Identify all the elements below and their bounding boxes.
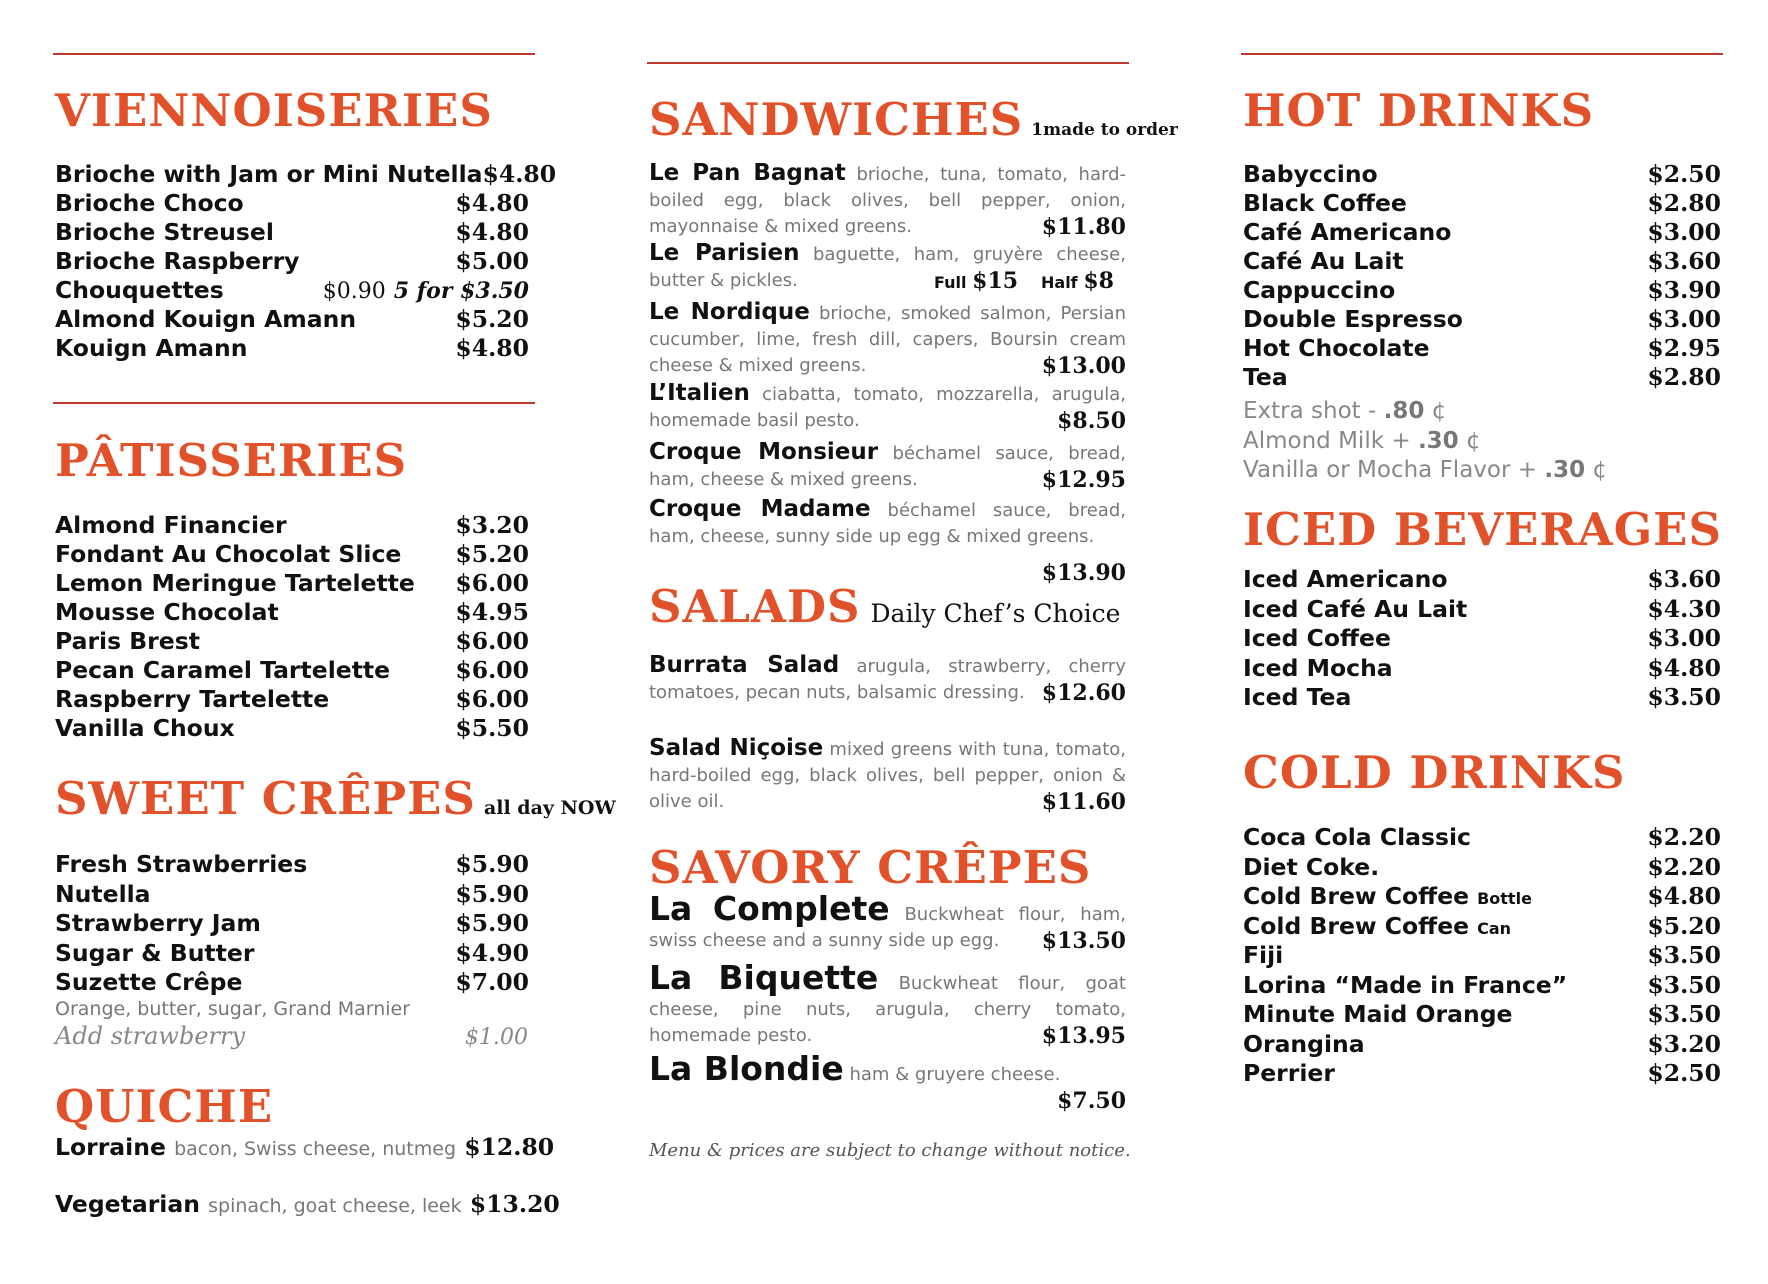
sandwich-name: Le Nordique — [649, 299, 810, 325]
menu-item-row — [1243, 305, 1721, 334]
salad-item — [649, 735, 1126, 815]
menu-item-price: $2.50 — [1647, 160, 1721, 188]
section-title-cold-drinks: COLD DRINKS — [1243, 746, 1626, 799]
menu-item-price: $3.90 — [1647, 276, 1721, 304]
menu-item-price: $6.00 — [455, 627, 529, 655]
quiche-desc: bacon, Swiss cheese, nutmeg — [174, 1138, 457, 1160]
menu-item-price: $3.60 — [1647, 565, 1721, 593]
savory-crepe-name: La Complete — [649, 889, 890, 928]
menu-item-price: $4.95 — [455, 598, 529, 626]
sandwich-price: $13.90 — [1041, 560, 1126, 586]
savory-crepe-item — [649, 889, 1126, 954]
menu-item-name: Cold Brew Coffee — [1243, 882, 1470, 910]
menu-item-row — [1243, 1000, 1721, 1029]
suzette-description: Orange, butter, sugar, Grand Marnier — [55, 998, 411, 1020]
menu-item-row — [1243, 565, 1721, 594]
menu-item-price: $3.00 — [1647, 624, 1721, 652]
menu-item-row — [55, 247, 529, 276]
menu-item-price: $6.00 — [455, 656, 529, 684]
section-title-iced-beverages: ICED BEVERAGES — [1243, 503, 1722, 556]
menu-item-price: $5.50 — [455, 714, 529, 742]
section-divider — [1241, 53, 1723, 55]
menu-item-row — [1243, 912, 1721, 941]
salad-desc: mixed greens with tuna, tomato, hard-boiled egg, black olives, bell pepper, onion & olive oil. — [649, 739, 1126, 812]
menu-item-name: Café Americano — [1243, 218, 1452, 246]
section-title-salads — [649, 580, 1121, 633]
menu-item-price: $4.80 — [1647, 882, 1721, 910]
menu-item-name: Mousse Chocolat — [55, 598, 279, 626]
savory-crepe-item — [649, 1049, 1126, 1114]
sandwich-desc: béchamel sauce, bread, ham, cheese, sunny side up egg & mixed greens. — [649, 500, 1126, 547]
sandwich-name: L’Italien — [649, 380, 750, 406]
menu-disclaimer: Menu & prices are subject to change without notice. — [649, 1140, 1131, 1161]
salad-item — [649, 652, 1126, 706]
menu-item-row — [55, 627, 529, 656]
menu-item-price: $2.20 — [1647, 852, 1721, 881]
menu-item-name: Orangina — [1243, 1029, 1365, 1058]
full-price: $15 — [972, 268, 1019, 294]
menu-item-row — [1243, 654, 1721, 683]
sandwich-name: Croque Monsieur — [649, 439, 879, 465]
sandwich-name: Le Pan Bagnat — [649, 160, 846, 186]
sandwich-price: $8.50 — [1057, 408, 1126, 434]
section-title-patisseries: PÂTISSERIES — [55, 434, 408, 487]
menu-item-price: $5.90 — [455, 850, 529, 878]
menu-item-name: Cappuccino — [1243, 276, 1396, 304]
sandwich-item — [649, 380, 1126, 434]
menu-item-row — [1243, 218, 1721, 247]
extra-unit: ¢ — [1466, 428, 1481, 454]
half-label: Half — [1041, 273, 1078, 292]
deal-price: 5 for $3.50 — [393, 278, 529, 304]
section-title-sweet-crepes — [55, 772, 616, 825]
menu-item-row — [55, 598, 529, 627]
menu-item-row — [1243, 941, 1721, 970]
menu-item-name: Iced Café Au Lait — [1243, 594, 1468, 623]
menu-item-name: Almond Kouign Amann — [55, 305, 357, 333]
unit-price: $0.90 — [322, 279, 386, 304]
menu-item-price: $5.00 — [455, 247, 529, 275]
menu-item-row — [1243, 160, 1721, 189]
menu-item-row — [1243, 189, 1721, 218]
sandwich-item — [649, 299, 1126, 379]
menu-item-price: $4.80 — [482, 160, 557, 188]
menu-item-price: $2.95 — [1647, 334, 1721, 362]
salads-title: SALADS — [649, 580, 861, 633]
menu-item-row — [55, 909, 529, 938]
menu-item-row — [55, 569, 529, 598]
menu-item-name: Iced Americano — [1243, 565, 1448, 593]
menu-item-row — [55, 334, 529, 363]
menu-item-name: Brioche Streusel — [55, 218, 274, 246]
menu-item-price: $5.20 — [1647, 911, 1721, 940]
sandwich-price: $11.80 — [1041, 214, 1126, 240]
menu-item-row — [1243, 595, 1721, 624]
extra-price: .30 — [1417, 428, 1459, 454]
menu-item-name: Black Coffee — [1243, 189, 1407, 217]
menu-item-price: $3.00 — [1647, 305, 1721, 333]
menu-item-name: Iced Tea — [1243, 683, 1352, 711]
menu-item-price: $3.00 — [1647, 218, 1721, 246]
menu-item-row — [55, 714, 529, 743]
addon-price: $1.00 — [465, 1025, 528, 1050]
sandwich-desc: brioche, tuna, tomato, hard-boiled egg, black olives, bell pepper, onion, mayonnaise & mixed greens. — [649, 164, 1126, 237]
menu-item-row — [1243, 334, 1721, 363]
extra-label: Almond Milk + — [1243, 428, 1418, 454]
menu-item-price: $4.80 — [455, 189, 529, 217]
menu-item-name: Iced Mocha — [1243, 653, 1393, 682]
extra-price: .80 — [1383, 398, 1425, 424]
menu-item-name: Iced Coffee — [1243, 624, 1391, 652]
menu-item-price: $4.80 — [455, 218, 529, 246]
menu-item-row — [1243, 363, 1721, 392]
menu-item-price: $3.20 — [455, 511, 529, 539]
section-title-sandwiches — [649, 93, 1178, 146]
menu-item-row — [1243, 971, 1721, 1000]
menu-item-row — [1243, 624, 1721, 653]
menu-item-row — [1243, 683, 1721, 712]
section-divider — [53, 402, 535, 404]
menu-item-price: $5.20 — [455, 305, 529, 333]
extra-option — [1243, 398, 1446, 424]
menu-item-name: Almond Financier — [55, 511, 287, 539]
quiche-price: $13.20 — [469, 1190, 560, 1218]
sandwich-item — [649, 496, 1126, 586]
menu-item-name: Minute Maid Orange — [1243, 1000, 1513, 1028]
section-divider — [53, 53, 535, 55]
savory-crepe-desc: Buckwheat flour, ham, swiss cheese and a sunny side up egg. — [649, 904, 1126, 951]
menu-item-row — [55, 685, 529, 714]
savory-crepe-name: La Blondie — [649, 1049, 844, 1088]
sandwich-name: Le Parisien — [649, 240, 800, 266]
menu-item-price: $5.90 — [455, 909, 529, 937]
menu-item-name: Chouquettes — [55, 276, 224, 304]
menu-item-row — [55, 939, 529, 968]
salad-price: $11.60 — [1041, 789, 1126, 815]
savory-crepe-item — [649, 958, 1126, 1049]
menu-item-name: Vanilla Choux — [55, 714, 235, 742]
menu-item-name: Suzette Crêpe — [55, 968, 243, 996]
menu-item-price: $5.20 — [455, 540, 529, 568]
menu-item-name: Fiji — [1243, 941, 1284, 969]
addon-name: Add strawberry — [55, 1022, 246, 1050]
menu-item-name: Babyccino — [1243, 160, 1378, 188]
menu-item-row — [1243, 823, 1721, 852]
salads-subtitle: Daily Chef’s Choice — [870, 599, 1121, 628]
menu-item-price: $3.60 — [1647, 247, 1721, 275]
menu-item-price: $3.50 — [1647, 970, 1721, 999]
sandwich-price: $13.00 — [1041, 353, 1126, 379]
sandwiches-title: SANDWICHES — [649, 93, 1024, 146]
menu-item-row — [1243, 853, 1721, 882]
menu-item-price: $4.30 — [1647, 594, 1721, 623]
menu-item-row — [55, 511, 529, 540]
menu-item-name: Kouign Amann — [55, 334, 248, 362]
menu-item-price: $7.00 — [455, 968, 529, 996]
menu-item-name: Paris Brest — [55, 627, 200, 655]
salad-name: Burrata Salad — [649, 652, 840, 678]
section-title-savory-crepes: SAVORY CRÊPES — [649, 841, 1092, 894]
menu-item-name: Strawberry Jam — [55, 909, 261, 937]
quiche-row — [55, 1190, 560, 1219]
savory-crepe-price: $13.50 — [1041, 928, 1126, 954]
menu-item-price: $4.90 — [455, 938, 529, 967]
menu-item-name: Cold Brew Coffee — [1243, 911, 1470, 940]
menu-item-name: Hot Chocolate — [1243, 334, 1430, 362]
section-title-quiche: QUICHE — [55, 1080, 274, 1133]
extra-unit: ¢ — [1592, 457, 1608, 483]
menu-item-row — [1243, 1059, 1721, 1088]
quiche-name: Vegetarian — [55, 1190, 200, 1218]
savory-crepe-price: $13.95 — [1041, 1023, 1126, 1049]
menu-item-name: Brioche Choco — [55, 189, 244, 217]
menu-item-row — [55, 656, 529, 685]
extra-option — [1243, 428, 1481, 454]
section-title-viennoiseries: VIENNOISERIES — [55, 84, 493, 137]
menu-item-row — [55, 540, 529, 569]
menu-item-row — [55, 189, 529, 218]
menu-item-row — [55, 218, 529, 247]
menu-item-name: Diet Coke. — [1243, 852, 1380, 881]
sandwich-item — [649, 439, 1126, 493]
menu-item-price: $2.50 — [1647, 1059, 1721, 1087]
menu-item-name: Fondant Au Chocolat Slice — [55, 540, 402, 568]
full-label: Full — [933, 273, 967, 292]
menu-item-price: $6.00 — [455, 569, 529, 597]
sandwich-item — [649, 240, 1126, 296]
menu-item-name: Pecan Caramel Tartelette — [55, 656, 391, 684]
menu-item-price: $2.80 — [1647, 363, 1721, 391]
quiche-name: Lorraine — [55, 1133, 166, 1161]
salad-desc: arugula, strawberry, cherry tomatoes, pecan nuts, balsamic dressing. — [649, 656, 1126, 703]
sandwich-item — [649, 160, 1126, 240]
menu-item-tag: Can — [1477, 918, 1512, 938]
menu-item-name: Brioche with Jam or Mini Nutella — [55, 160, 483, 188]
quiche-row — [55, 1133, 554, 1162]
sandwich-desc: béchamel sauce, bread, ham, cheese & mixed greens. — [649, 443, 1126, 490]
menu-item-name: Nutella — [55, 879, 151, 908]
savory-crepe-name: La Biquette — [649, 958, 879, 997]
sweet-crepes-title: SWEET CRÊPES — [55, 772, 476, 825]
savory-crepe-desc: ham & gruyere cheese. — [849, 1064, 1061, 1085]
menu-item-price — [323, 278, 529, 304]
menu-item-row — [55, 880, 529, 909]
menu-item-name: Brioche Raspberry — [55, 247, 300, 275]
savory-crepe-desc: Buckwheat flour, goat cheese, pine nuts, arugula, cherry tomato, homemade pesto. — [649, 973, 1126, 1046]
sandwich-desc: brioche, smoked salmon, Persian cucumber, lime, fresh dill, capers, Boursin cream cheese & mixed greens. — [649, 303, 1126, 376]
sandwiches-subtitle: 1made to order — [1031, 120, 1178, 140]
menu-item-price: $2.80 — [1647, 189, 1721, 217]
menu-item-row — [1243, 882, 1721, 911]
menu-item-name: Coca Cola Classic — [1243, 823, 1471, 851]
savory-crepe-price: $7.50 — [1057, 1088, 1126, 1114]
extra-label: Extra shot - — [1243, 398, 1384, 424]
extra-option — [1243, 457, 1607, 483]
menu-item-name: Perrier — [1243, 1059, 1335, 1087]
extra-label: Vanilla or Mocha Flavor + — [1243, 457, 1545, 483]
menu-item-row — [1243, 247, 1721, 276]
sandwich-price: $12.95 — [1041, 467, 1126, 493]
salad-price: $12.60 — [1041, 680, 1126, 706]
addon-row — [55, 1022, 528, 1051]
half-price: $8 — [1083, 268, 1114, 294]
menu-item-row — [1243, 276, 1721, 305]
section-divider — [647, 62, 1129, 64]
menu-item-price: $3.20 — [1647, 1029, 1721, 1058]
menu-item-row — [55, 968, 529, 997]
sandwich-desc: baguette, ham, gruyère cheese, butter & pickles. — [649, 244, 1126, 291]
menu-item-name: Café Au Lait — [1243, 247, 1404, 275]
menu-item-tag: Bottle — [1477, 889, 1532, 908]
extra-price: .30 — [1544, 457, 1586, 483]
sandwich-desc: ciabatta, tomato, mozzarella, arugula, homemade basil pesto. — [649, 384, 1126, 431]
sandwich-name: Croque Madame — [649, 496, 871, 522]
menu-item-name: Lorina “Made in France” — [1243, 970, 1568, 999]
menu-item-price: $5.90 — [455, 879, 529, 908]
menu-item-name: Tea — [1243, 363, 1288, 391]
quiche-price: $12.80 — [464, 1133, 555, 1161]
menu-item-row — [1243, 1030, 1721, 1059]
menu-item-name: Raspberry Tartelette — [55, 685, 330, 713]
menu-item-row — [55, 160, 557, 189]
menu-item-name: Double Espresso — [1243, 305, 1463, 333]
menu-item-name: Fresh Strawberries — [55, 850, 308, 878]
extra-unit: ¢ — [1431, 398, 1447, 424]
menu-item-name: Sugar & Butter — [55, 938, 255, 967]
menu-item-row — [55, 850, 529, 879]
menu-item-price: $2.20 — [1647, 823, 1721, 851]
menu-item-price: $6.00 — [455, 685, 529, 713]
menu-item-price: $4.80 — [1647, 653, 1721, 682]
menu-item-price: $3.50 — [1647, 941, 1721, 969]
salad-name: Salad Niçoise — [649, 735, 824, 761]
section-title-hot-drinks: HOT DRINKS — [1243, 84, 1595, 137]
menu-item-price: $3.50 — [1647, 1000, 1721, 1028]
quiche-desc: spinach, goat cheese, leek — [208, 1195, 462, 1217]
sweet-crepes-subtitle: all day NOW — [483, 797, 616, 819]
menu-item-row — [55, 305, 529, 334]
menu-item-price: $3.50 — [1647, 683, 1721, 711]
menu-item-row — [55, 276, 529, 305]
menu-item-name: Lemon Meringue Tartelette — [55, 569, 415, 597]
menu-item-price: $4.80 — [455, 334, 529, 362]
